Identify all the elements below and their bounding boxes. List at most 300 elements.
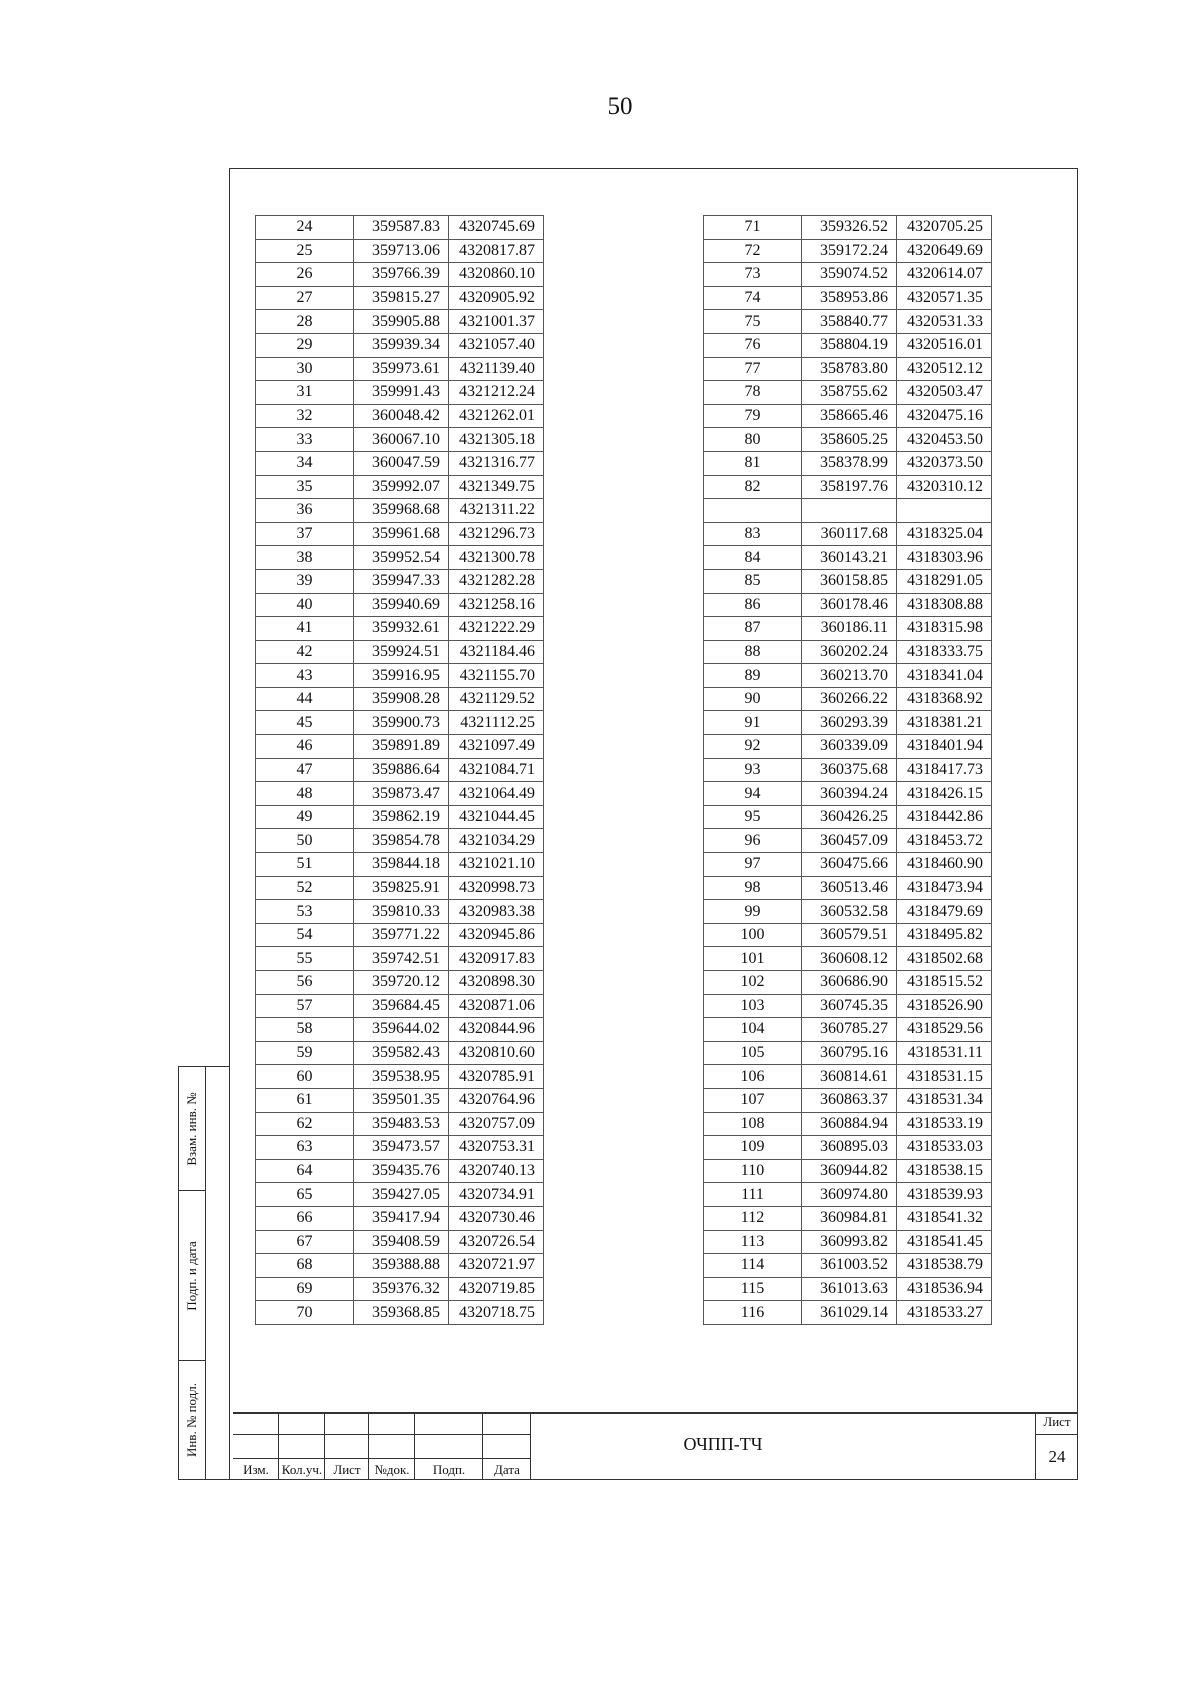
- x-coordinate-cell: 359905.88: [354, 310, 449, 334]
- y-coordinate-cell: 4318417.73: [897, 758, 992, 782]
- point-number-cell: 87: [704, 617, 802, 641]
- point-number-cell: 79: [704, 404, 802, 428]
- point-number-cell: 65: [256, 1183, 354, 1207]
- point-number-cell: 45: [256, 711, 354, 735]
- x-coordinate-cell: 359742.51: [354, 947, 449, 971]
- point-number-cell: 32: [256, 404, 354, 428]
- table-row: [256, 310, 544, 334]
- x-coordinate-cell: 358783.80: [802, 357, 897, 381]
- x-coordinate-cell: 359992.07: [354, 475, 449, 499]
- y-coordinate-cell: 4320844.96: [449, 1018, 544, 1042]
- coordinates-table-right: [703, 215, 992, 1325]
- stamp-col-label: №док.: [374, 1462, 410, 1477]
- point-number-cell: 102: [704, 971, 802, 995]
- y-coordinate-cell: 4320614.07: [897, 263, 992, 287]
- point-number-cell: 80: [704, 428, 802, 452]
- x-coordinate-cell: 359940.69: [354, 593, 449, 617]
- x-coordinate-cell: 359854.78: [354, 829, 449, 853]
- point-number-cell: 98: [704, 876, 802, 900]
- table-row: [256, 1277, 544, 1301]
- y-coordinate-cell: 4320860.10: [449, 263, 544, 287]
- y-coordinate-cell: 4318541.45: [897, 1230, 992, 1254]
- table-row: [256, 805, 544, 829]
- table-row: [256, 971, 544, 995]
- point-number-cell: 111: [704, 1183, 802, 1207]
- table-row: [256, 617, 544, 641]
- y-coordinate-cell: 4318442.86: [897, 805, 992, 829]
- point-number-cell: 76: [704, 333, 802, 357]
- x-coordinate-cell: 359376.32: [354, 1277, 449, 1301]
- document-code: ОЧПП-ТЧ: [683, 1434, 763, 1454]
- table-row: [704, 310, 992, 334]
- table-row: [256, 475, 544, 499]
- y-coordinate-cell: 4320764.96: [449, 1088, 544, 1112]
- x-coordinate-cell: 360745.35: [802, 994, 897, 1018]
- x-coordinate-cell: 359991.43: [354, 381, 449, 405]
- x-coordinate-cell: 359908.28: [354, 687, 449, 711]
- y-coordinate-cell: 4321034.29: [449, 829, 544, 853]
- table-row: [256, 947, 544, 971]
- point-number-cell: 49: [256, 805, 354, 829]
- table-row: [704, 1301, 992, 1325]
- x-coordinate-cell: 360202.24: [802, 640, 897, 664]
- table-row: [704, 853, 992, 877]
- x-coordinate-cell: 359873.47: [354, 782, 449, 806]
- point-number-cell: 62: [256, 1112, 354, 1136]
- point-number-cell: 53: [256, 900, 354, 924]
- x-coordinate-cell: 360047.59: [354, 451, 449, 475]
- point-number-cell: 63: [256, 1136, 354, 1160]
- x-coordinate-cell: 359713.06: [354, 239, 449, 263]
- point-number-cell: 105: [704, 1041, 802, 1065]
- table-row: [256, 1065, 544, 1089]
- stamp-col-label: Изм.: [243, 1462, 269, 1477]
- y-coordinate-cell: 4318303.96: [897, 546, 992, 570]
- point-number-cell: 64: [256, 1159, 354, 1183]
- table-row: [256, 1159, 544, 1183]
- y-coordinate-cell: 4320734.91: [449, 1183, 544, 1207]
- y-coordinate-cell: 4318381.21: [897, 711, 992, 735]
- point-number-cell: 71: [704, 216, 802, 240]
- table-row: [704, 404, 992, 428]
- x-coordinate-cell: 358840.77: [802, 310, 897, 334]
- side-divider: [205, 1067, 206, 1479]
- point-number-cell: 35: [256, 475, 354, 499]
- x-coordinate-cell: 360158.85: [802, 569, 897, 593]
- table-row: [704, 451, 992, 475]
- sheet-label: Лист: [1043, 1414, 1071, 1429]
- point-number-cell: 92: [704, 735, 802, 759]
- x-coordinate-cell: 358605.25: [802, 428, 897, 452]
- stamp-col-label: Кол.уч.: [281, 1462, 323, 1477]
- x-coordinate-cell: 359587.83: [354, 216, 449, 240]
- x-coordinate-cell: 360186.11: [802, 617, 897, 641]
- y-coordinate-cell: 4318538.79: [897, 1254, 992, 1278]
- y-coordinate-cell: 4320453.50: [897, 428, 992, 452]
- stamp-col-date: [483, 1412, 531, 1480]
- table-row: [704, 640, 992, 664]
- stamp-col-signature: [415, 1412, 483, 1480]
- table-row: [256, 1112, 544, 1136]
- y-coordinate-cell: 4321084.71: [449, 758, 544, 782]
- y-coordinate-cell: 4318502.68: [897, 947, 992, 971]
- point-number-cell: 115: [704, 1277, 802, 1301]
- y-coordinate-cell: 4320917.83: [449, 947, 544, 971]
- y-coordinate-cell: 4320512.12: [897, 357, 992, 381]
- y-coordinate-cell: 4321305.18: [449, 428, 544, 452]
- point-number-cell: 114: [704, 1254, 802, 1278]
- x-coordinate-cell: 360579.51: [802, 923, 897, 947]
- x-coordinate-cell: 359932.61: [354, 617, 449, 641]
- point-number-cell: 89: [704, 664, 802, 688]
- y-coordinate-cell: 4320998.73: [449, 876, 544, 900]
- x-coordinate-cell: 358804.19: [802, 333, 897, 357]
- y-coordinate-cell: 4320719.85: [449, 1277, 544, 1301]
- table-row: [704, 829, 992, 853]
- table-row: [256, 735, 544, 759]
- table-row: [256, 711, 544, 735]
- x-coordinate-cell: 359810.33: [354, 900, 449, 924]
- y-coordinate-cell: 4320983.38: [449, 900, 544, 924]
- table-row: [256, 593, 544, 617]
- x-coordinate-cell: 359771.22: [354, 923, 449, 947]
- table-row: [704, 475, 992, 499]
- point-number-cell: 33: [256, 428, 354, 452]
- x-coordinate-cell: 359947.33: [354, 569, 449, 593]
- x-coordinate-cell: 359886.64: [354, 758, 449, 782]
- table-row: [704, 546, 992, 570]
- x-coordinate-cell: 360067.10: [354, 428, 449, 452]
- y-coordinate-cell: 4321155.70: [449, 664, 544, 688]
- point-number-cell: 91: [704, 711, 802, 735]
- x-coordinate-cell: 359644.02: [354, 1018, 449, 1042]
- point-number-cell: 58: [256, 1018, 354, 1042]
- y-coordinate-cell: 4321282.28: [449, 569, 544, 593]
- y-coordinate-cell: 4318533.27: [897, 1301, 992, 1325]
- x-coordinate-cell: 358378.99: [802, 451, 897, 475]
- y-coordinate-cell: 4318308.88: [897, 593, 992, 617]
- y-coordinate-cell: 4318531.11: [897, 1041, 992, 1065]
- point-number-cell: 24: [256, 216, 354, 240]
- point-number-cell: 66: [256, 1206, 354, 1230]
- table-row: [704, 522, 992, 546]
- x-coordinate-cell: 360532.58: [802, 900, 897, 924]
- point-number-cell: 72: [704, 239, 802, 263]
- point-number-cell: 57: [256, 994, 354, 1018]
- x-coordinate-cell: 360513.46: [802, 876, 897, 900]
- table-row: [704, 286, 992, 310]
- y-coordinate-cell: 4321097.49: [449, 735, 544, 759]
- x-coordinate-cell: 360814.61: [802, 1065, 897, 1089]
- side-cell-original-inventory: [179, 1361, 205, 1479]
- x-coordinate-cell: 360426.25: [802, 805, 897, 829]
- y-coordinate-cell: 4321044.45: [449, 805, 544, 829]
- x-coordinate-cell: 359973.61: [354, 357, 449, 381]
- point-number-cell: 34: [256, 451, 354, 475]
- y-coordinate-cell: 4318325.04: [897, 522, 992, 546]
- point-number-cell: 96: [704, 829, 802, 853]
- point-number-cell: 51: [256, 853, 354, 877]
- y-coordinate-cell: 4320945.86: [449, 923, 544, 947]
- y-coordinate-cell: 4321316.77: [449, 451, 544, 475]
- x-coordinate-cell: 359924.51: [354, 640, 449, 664]
- y-coordinate-cell: 4318315.98: [897, 617, 992, 641]
- point-number-cell: 94: [704, 782, 802, 806]
- y-coordinate-cell: 4320745.69: [449, 216, 544, 240]
- y-coordinate-cell: 4321222.29: [449, 617, 544, 641]
- table-row: [704, 947, 992, 971]
- point-number-cell: 26: [256, 263, 354, 287]
- point-number-cell: 41: [256, 617, 354, 641]
- point-number-cell: 29: [256, 333, 354, 357]
- x-coordinate-cell: 359435.76: [354, 1159, 449, 1183]
- x-coordinate-cell: 359473.57: [354, 1136, 449, 1160]
- table-row: [256, 1041, 544, 1065]
- x-coordinate-cell: 359388.88: [354, 1254, 449, 1278]
- x-coordinate-cell: 359844.18: [354, 853, 449, 877]
- table-row: [256, 664, 544, 688]
- point-number-cell: 31: [256, 381, 354, 405]
- x-coordinate-cell: 359427.05: [354, 1183, 449, 1207]
- stamp-col-change: [233, 1412, 279, 1480]
- table-row: [704, 593, 992, 617]
- table-row: [704, 1230, 992, 1254]
- stamp-col-label: Лист: [333, 1462, 361, 1477]
- table-row: [256, 853, 544, 877]
- point-number-cell: 44: [256, 687, 354, 711]
- point-number-cell: 74: [704, 286, 802, 310]
- x-coordinate-cell: 359952.54: [354, 546, 449, 570]
- y-coordinate-cell: 4318401.94: [897, 735, 992, 759]
- y-coordinate-cell: 4318533.03: [897, 1136, 992, 1160]
- table-row: [256, 994, 544, 1018]
- x-coordinate-cell: 360974.80: [802, 1183, 897, 1207]
- x-coordinate-cell: 358755.62: [802, 381, 897, 405]
- table-row: [704, 876, 992, 900]
- side-label: Инв. № подл.: [184, 1382, 199, 1458]
- table-row: [256, 499, 544, 523]
- y-coordinate-cell: 4318541.32: [897, 1206, 992, 1230]
- table-row: [256, 1254, 544, 1278]
- y-coordinate-cell: 4321300.78: [449, 546, 544, 570]
- point-number-cell: 68: [256, 1254, 354, 1278]
- table-row: [704, 805, 992, 829]
- x-coordinate-cell: 359720.12: [354, 971, 449, 995]
- y-coordinate-cell: 4320726.54: [449, 1230, 544, 1254]
- y-coordinate-cell: 4321129.52: [449, 687, 544, 711]
- point-number-cell: 110: [704, 1159, 802, 1183]
- x-coordinate-cell: 360117.68: [802, 522, 897, 546]
- y-coordinate-cell: 4321001.37: [449, 310, 544, 334]
- point-number-cell: 43: [256, 664, 354, 688]
- table-row: [704, 216, 992, 240]
- point-number-cell: 82: [704, 475, 802, 499]
- x-coordinate-cell: 360785.27: [802, 1018, 897, 1042]
- y-coordinate-cell: 4320571.35: [897, 286, 992, 310]
- table-row: [704, 711, 992, 735]
- table-row: [704, 971, 992, 995]
- x-coordinate-cell: 359417.94: [354, 1206, 449, 1230]
- table-row: [256, 428, 544, 452]
- point-number-cell: 93: [704, 758, 802, 782]
- table-row: [704, 499, 992, 523]
- point-number-cell: 97: [704, 853, 802, 877]
- point-number-cell: 37: [256, 522, 354, 546]
- point-number-cell: 70: [256, 1301, 354, 1325]
- x-coordinate-cell: 359825.91: [354, 876, 449, 900]
- x-coordinate-cell: 359538.95: [354, 1065, 449, 1089]
- x-coordinate-cell: 359766.39: [354, 263, 449, 287]
- table-row: [256, 1206, 544, 1230]
- point-number-cell: 95: [704, 805, 802, 829]
- x-coordinate-cell: [802, 499, 897, 523]
- x-coordinate-cell: 360457.09: [802, 829, 897, 853]
- point-number-cell: 73: [704, 263, 802, 287]
- point-number-cell: 81: [704, 451, 802, 475]
- point-number-cell: 100: [704, 923, 802, 947]
- x-coordinate-cell: 360884.94: [802, 1112, 897, 1136]
- point-number-cell: 84: [704, 546, 802, 570]
- x-coordinate-cell: 359172.24: [802, 239, 897, 263]
- table-row: [256, 829, 544, 853]
- y-coordinate-cell: 4318291.05: [897, 569, 992, 593]
- point-number-cell: 83: [704, 522, 802, 546]
- table-row: [256, 640, 544, 664]
- x-coordinate-cell: 359961.68: [354, 522, 449, 546]
- y-coordinate-cell: 4321184.46: [449, 640, 544, 664]
- y-coordinate-cell: 4318515.52: [897, 971, 992, 995]
- x-coordinate-cell: 359891.89: [354, 735, 449, 759]
- y-coordinate-cell: 4321139.40: [449, 357, 544, 381]
- coordinates-table-left: [255, 215, 544, 1325]
- x-coordinate-cell: 360475.66: [802, 853, 897, 877]
- table-row: [256, 546, 544, 570]
- point-number-cell: 46: [256, 735, 354, 759]
- table-row: [704, 263, 992, 287]
- x-coordinate-cell: 359815.27: [354, 286, 449, 310]
- table-row: [704, 900, 992, 924]
- point-number-cell: 30: [256, 357, 354, 381]
- y-coordinate-cell: 4318533.19: [897, 1112, 992, 1136]
- x-coordinate-cell: 360686.90: [802, 971, 897, 995]
- table-row: [704, 994, 992, 1018]
- side-cell-signature-date: [179, 1191, 205, 1361]
- point-number-cell: 113: [704, 1230, 802, 1254]
- x-coordinate-cell: 359939.34: [354, 333, 449, 357]
- y-coordinate-cell: 4318536.94: [897, 1277, 992, 1301]
- point-number-cell: 112: [704, 1206, 802, 1230]
- x-coordinate-cell: 359501.35: [354, 1088, 449, 1112]
- y-coordinate-cell: 4320531.33: [897, 310, 992, 334]
- y-coordinate-cell: 4318479.69: [897, 900, 992, 924]
- x-coordinate-cell: 359862.19: [354, 805, 449, 829]
- point-number-cell: 54: [256, 923, 354, 947]
- x-coordinate-cell: 359368.85: [354, 1301, 449, 1325]
- x-coordinate-cell: 360266.22: [802, 687, 897, 711]
- table-row: [704, 1183, 992, 1207]
- x-coordinate-cell: 360213.70: [802, 664, 897, 688]
- y-coordinate-cell: 4320516.01: [897, 333, 992, 357]
- table-row: [704, 1041, 992, 1065]
- x-coordinate-cell: 360608.12: [802, 947, 897, 971]
- x-coordinate-cell: 360143.21: [802, 546, 897, 570]
- x-coordinate-cell: 359900.73: [354, 711, 449, 735]
- table-row: [704, 1159, 992, 1183]
- x-coordinate-cell: 359916.95: [354, 664, 449, 688]
- point-number-cell: 67: [256, 1230, 354, 1254]
- y-coordinate-cell: 4318529.56: [897, 1018, 992, 1042]
- stamp-col-label: Подп.: [432, 1462, 466, 1477]
- point-number-cell: 56: [256, 971, 354, 995]
- x-coordinate-cell: 361029.14: [802, 1301, 897, 1325]
- table-row: [704, 357, 992, 381]
- table-row: [256, 1136, 544, 1160]
- table-row: [256, 687, 544, 711]
- point-number-cell: 86: [704, 593, 802, 617]
- table-row: [704, 782, 992, 806]
- y-coordinate-cell: 4321349.75: [449, 475, 544, 499]
- side-stamp-strip: [178, 1066, 230, 1480]
- table-row: [256, 1088, 544, 1112]
- point-number-cell: 69: [256, 1277, 354, 1301]
- point-number-cell: 39: [256, 569, 354, 593]
- x-coordinate-cell: 359684.45: [354, 994, 449, 1018]
- sheet-row-line: [1036, 1434, 1078, 1435]
- x-coordinate-cell: 360375.68: [802, 758, 897, 782]
- table-row: [704, 923, 992, 947]
- table-row: [704, 1277, 992, 1301]
- point-number-cell: 48: [256, 782, 354, 806]
- x-coordinate-cell: 359326.52: [802, 216, 897, 240]
- side-label: Взам. инв. №: [184, 1091, 199, 1166]
- point-number-cell: 50: [256, 829, 354, 853]
- page-number: 50: [607, 93, 633, 120]
- table-row: [704, 1136, 992, 1160]
- y-coordinate-cell: 4320810.60: [449, 1041, 544, 1065]
- y-coordinate-cell: 4318473.94: [897, 876, 992, 900]
- x-coordinate-cell: 360944.82: [802, 1159, 897, 1183]
- y-coordinate-cell: 4318341.04: [897, 664, 992, 688]
- y-coordinate-cell: 4318538.15: [897, 1159, 992, 1183]
- table-row: [256, 286, 544, 310]
- x-coordinate-cell: 359408.59: [354, 1230, 449, 1254]
- table-row: [704, 1018, 992, 1042]
- x-coordinate-cell: 360795.16: [802, 1041, 897, 1065]
- y-coordinate-cell: 4320757.09: [449, 1112, 544, 1136]
- y-coordinate-cell: 4320785.91: [449, 1065, 544, 1089]
- point-number-cell: 59: [256, 1041, 354, 1065]
- point-number-cell: [704, 499, 802, 523]
- point-number-cell: 107: [704, 1088, 802, 1112]
- y-coordinate-cell: 4318531.15: [897, 1065, 992, 1089]
- y-coordinate-cell: 4318460.90: [897, 853, 992, 877]
- stamp-col-sheet: [325, 1412, 369, 1480]
- table-row: [256, 263, 544, 287]
- point-number-cell: 40: [256, 593, 354, 617]
- side-cell-replacement-inventory: [179, 1067, 205, 1191]
- y-coordinate-cell: [897, 499, 992, 523]
- table-row: [704, 333, 992, 357]
- point-number-cell: 85: [704, 569, 802, 593]
- y-coordinate-cell: 4320905.92: [449, 286, 544, 310]
- y-coordinate-cell: 4320503.47: [897, 381, 992, 405]
- point-number-cell: 109: [704, 1136, 802, 1160]
- table-row: [704, 381, 992, 405]
- point-number-cell: 78: [704, 381, 802, 405]
- y-coordinate-cell: 4321296.73: [449, 522, 544, 546]
- point-number-cell: 25: [256, 239, 354, 263]
- table-row: [256, 758, 544, 782]
